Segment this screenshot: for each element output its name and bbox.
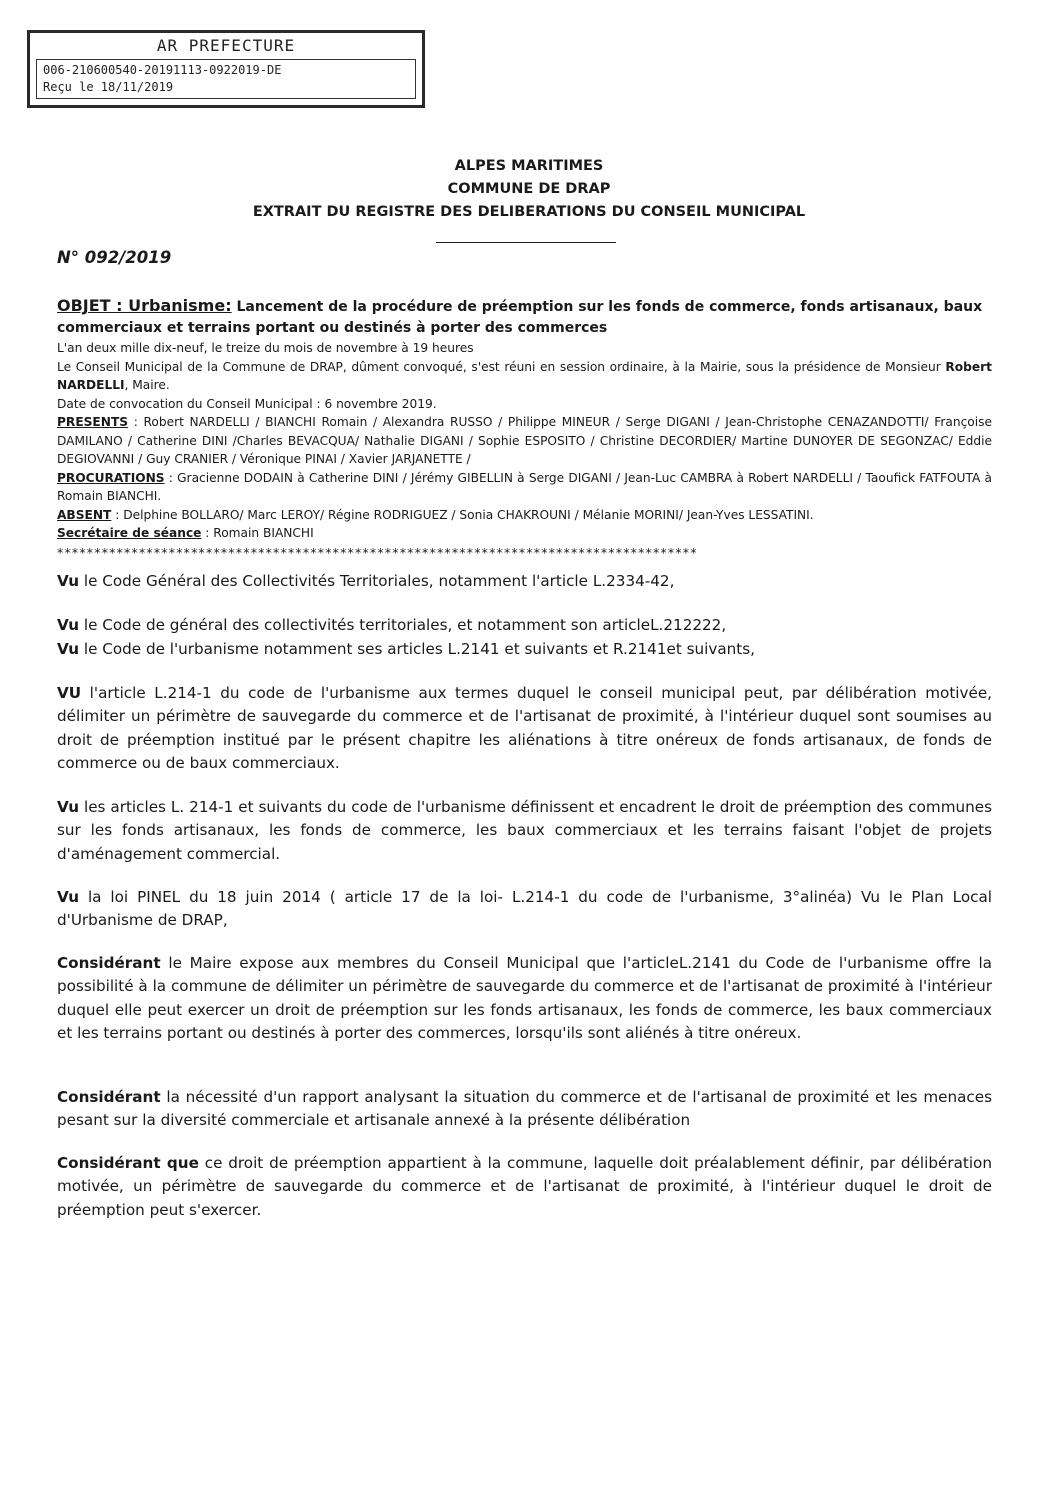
stamp-reference: 006-210600540-20191113-0922019-DE [43,63,282,77]
convocation-date: Date de convocation du Conseil Municipal : 6 novembre 2019. [57,396,437,411]
session-date: L'an deux mille dix-neuf, le treize du mois de novembre à 19 heures [57,341,474,355]
procurations-label: PROCURATIONS [57,470,165,485]
prefecture-stamp [27,30,425,108]
paragraph-vu-cgct: Vu le Code Général des Collectivités Territoriales, notamment l'article L.2334-42, [57,572,675,590]
stamp-details [36,59,416,99]
session-council: Le Conseil Municipal de la Commune de DRAP, dûment convoqué, s'est réuni en session ordinaire, à la Mairie, sous la présidence de Monsieur Robert NARDELLI, Maire. [57,359,993,392]
stamp-received-date: Reçu le 18/11/2019 [43,80,174,94]
header-department: ALPES MARITIMES [454,158,604,174]
presents-list: PRESENTS : Robert NARDELLI / BIANCHI Romain / Alexandra RUSSO / Philippe MINEUR / Serge DIGANI / Jean-Christophe CENAZANDOTTI/ Françoise DAMILANO / Catherine DINI /Charles BEVACQUA/ Nathalie DIGANI / Sophie ESPOSITO / Christine DECORDIER/ Martine DUNOYER DE SEGONZAC/ Eddie DEGIOVANNI / Guy CRANIER / Véronique PINAI / Xavier JARJANETTE / [57,415,992,466]
paragraph-vu-urbanisme: Vu le Code de l'urbanisme notamment ses articles L.2141 et suivants et R.2141et suivants, [57,640,755,658]
stamp-title: AR PREFECTURE [156,36,296,55]
paragraph-considerant-droit: Considérant que ce droit de préemption appartient à la commune, laquelle doit préalablement définir, par délibération motivée, un périmètre de sauvegarde du commerce et de l'artisanat de proximité, à l'intérieur duquel le droit de préemption peut s'exercer. [57,1154,992,1219]
presents-label: PRESENTS [57,415,129,429]
session-info [57,339,992,543]
separator-stars: ************************************************************************************** [57,545,698,560]
paragraph-considerant-rapport: Considérant la nécessité d'un rapport analysant la situation du commerce et de l'artisanal de proximité et les menaces pesant sur la diversité commerciale et artisanale annexé à la présente délibération [57,1088,992,1130]
secretaire-label: Secrétaire de séance [57,526,202,540]
paragraph-vu-loi-pinel: Vu la loi PINEL du 18 juin 2014 ( article 17 de la loi- L.214-1 du code de l'urbanisme, 3°alinéa) Vu le Plan Local d'Urbanisme de DRAP, [57,888,992,930]
objet-label: OBJET : Urbanisme: [57,296,232,315]
secretaire-line: Secrétaire de séance : Romain BIANCHI [57,526,314,540]
procurations-list: PROCURATIONS : Gracienne DODAIN à Catherine DINI / Jérémy GIBELLIN à Serge DIGANI / Jean-Luc CAMBRA à Robert NARDELLI / Taoufick FATFOUTA à Romain BIANCHI. [57,470,992,503]
paragraph-vu-cgct-l2122: Vu le Code de général des collectivités territoriales, et notamment son articleL.212222, [57,616,727,634]
absent-list: ABSENT : Delphine BOLLARO/ Marc LEROY/ Régine RODRIGUEZ / Sonia CHAKROUNI / Mélanie MORINI/ Jean-Yves LESSATINI. [57,507,814,522]
header-commune: COMMUNE DE DRAP [447,181,611,197]
header-divider [436,242,616,243]
document-header [0,155,1058,224]
president-name: Robert NARDELLI [57,359,993,392]
paragraph-vu-l214-1: VU l'article L.214-1 du code de l'urbanisme aux termes duquel le conseil municipal peut, par délibération motivée, délimiter un périmètre de sauvegarde du commerce et de l'artisanat de proximité, à l'intérieur duquel sont soumises au droit de préemption institué par le présent chapitre les aliénations à titre onéreux de fonds artisanaux, de fonds de commerce ou de baux commerciaux. [57,684,992,773]
objet-text: Lancement de la procédure de préemption sur les fonds de commerce, fonds artisanaux, baux commerciaux et terrains portant ou destinés à porter des commerces [57,299,983,336]
paragraph-vu-articles-l214: Vu les articles L. 214-1 et suivants du code de l'urbanisme définissent et encadrent le droit de préemption des communes sur les fonds artisanaux, les fonds de commerce, les baux commerciaux et les terrains faisant l'objet de projets d'aménagement commercial. [57,798,992,863]
objet-section [57,295,992,339]
deliberation-number: N° 092/2019 [57,248,172,267]
paragraph-considerant-maire: Considérant le Maire expose aux membres du Conseil Municipal que l'articleL.2141 du Code de l'urbanisme offre la possibilité à la commune de délimiter un périmètre de sauvegarde du commerce et de l'artisanat de proximité à l'intérieur duquel elle peut exercer un droit de préemption sur les fonds artisanaux, les fonds de commerce, les baux commerciaux et les terrains portant ou destinés à porter des commerces, lorsqu'ils sont aliénés à titre onéreux. [57,954,992,1043]
absent-label: ABSENT [57,507,112,522]
header-register-title: EXTRAIT DU REGISTRE DES DELIBERATIONS DU CONSEIL MUNICIPAL [252,204,806,220]
